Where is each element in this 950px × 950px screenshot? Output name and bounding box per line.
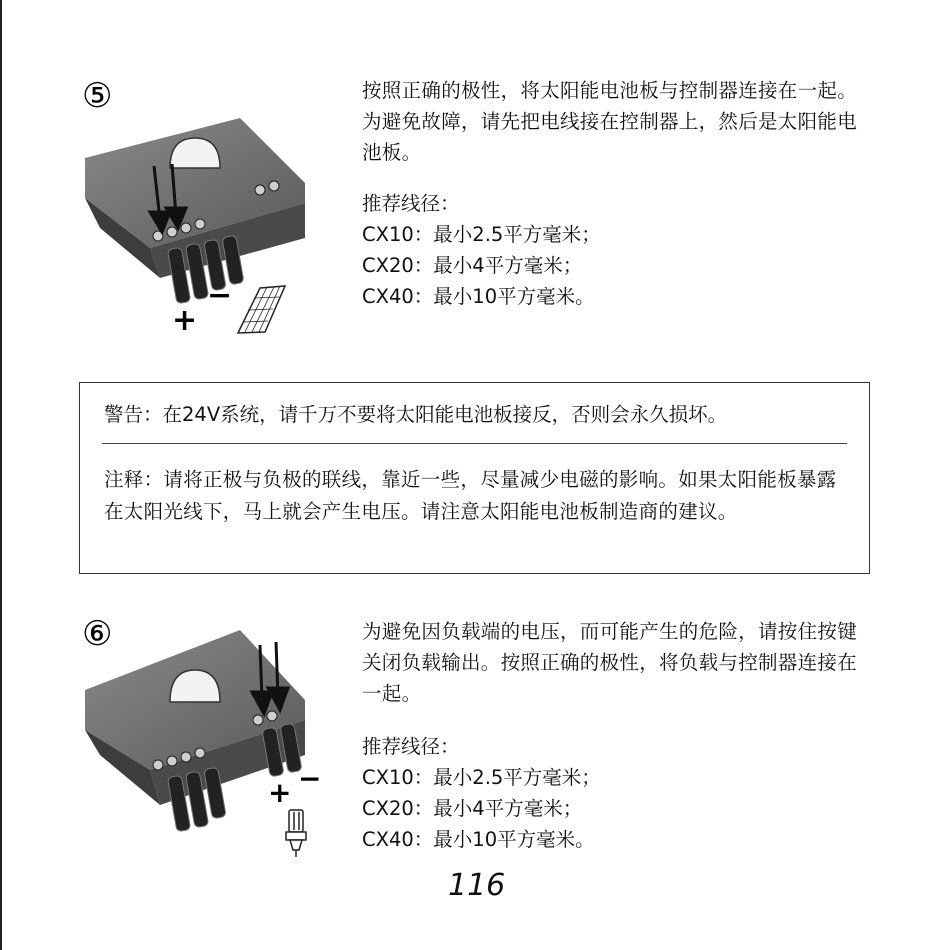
- step-5-paragraph: 按照正确的极性，将太阳能电池板与控制器连接在一起。为避免故障，请先把电线接在控制器上，然后是太阳能电池板。: [362, 79, 858, 164]
- plus-sign: +: [268, 776, 292, 809]
- page-number: 116: [448, 868, 506, 903]
- controller-solar-illustration: [80, 108, 330, 343]
- divider: [102, 443, 847, 444]
- page-border: [0, 0, 2, 950]
- spec-cx10: CX10：最小2.5平方毫米；: [362, 223, 601, 246]
- step-5-number: ⑤: [82, 76, 113, 116]
- spec-cx20: CX20：最小4平方毫米；: [362, 797, 583, 820]
- step-6-paragraph: 为避免因负载端的电压，而可能产生的危险，请按住按键关闭负载输出。按照正确的极性，将负载与控制器连接在一起。: [362, 620, 858, 705]
- spec-cx20: CX20：最小4平方毫米；: [362, 254, 583, 277]
- warning-text: 警告：在24V系统，请千万不要将太阳能电池板接反，否则会永久损坏。: [104, 403, 728, 426]
- warning-box: [79, 382, 870, 574]
- note-text: 注释：请将正极与负极的联线，靠近一些，尽量减少电磁的影响。如果太阳能板暴露在太阳光线下，马上就会产生电压。请注意太阳能电池板制造商的建议。: [104, 468, 837, 523]
- controller-load-illustration: [80, 610, 330, 860]
- spec-heading: 推荐线径：: [362, 735, 460, 758]
- spec-cx10: CX10：最小2.5平方毫米；: [362, 766, 601, 789]
- spec-cx40: CX40：最小10平方毫米。: [362, 828, 595, 851]
- step-6-number: ⑥: [82, 614, 113, 654]
- minus-sign: −: [298, 762, 322, 795]
- step-6-specs: [362, 731, 601, 855]
- step-5-specs: [362, 188, 601, 312]
- plus-sign: +: [172, 303, 198, 338]
- solar-panel-icon: [238, 286, 285, 333]
- spec-heading: 推荐线径：: [362, 192, 460, 215]
- light-bulb-icon: [286, 810, 306, 857]
- spec-cx40: CX40：最小10平方毫米。: [362, 285, 595, 308]
- minus-sign: −: [207, 278, 233, 313]
